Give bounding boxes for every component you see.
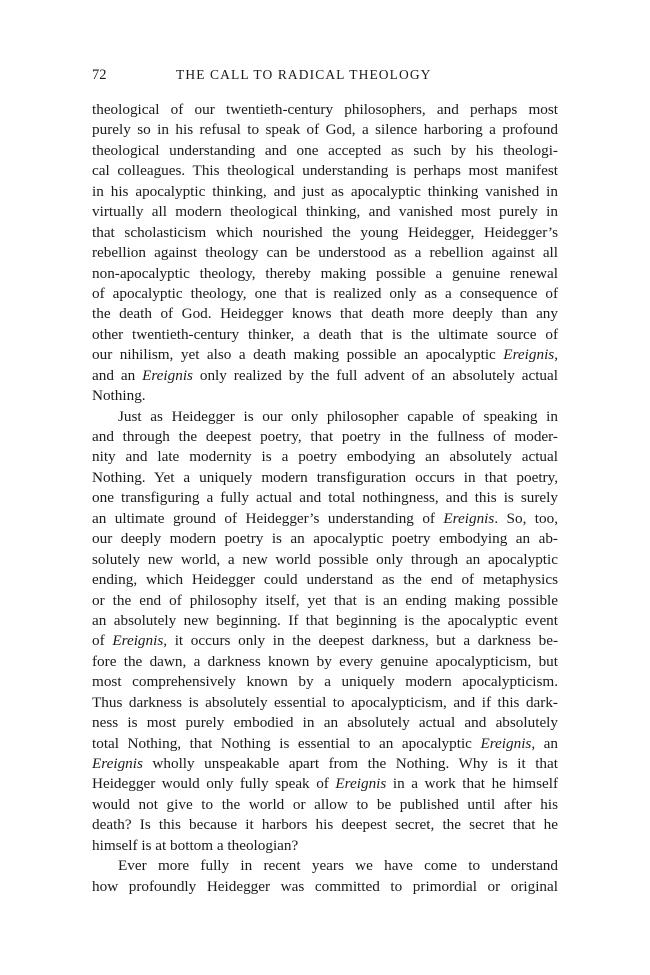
text-line: [92, 795, 558, 815]
text-segment: himself is at bottom a theologian?: [92, 836, 299, 854]
text-line: [92, 611, 558, 631]
text-line: [92, 427, 558, 447]
text-segment: in a work that he himself: [386, 775, 559, 793]
text-line: [92, 856, 558, 876]
text-segment: and through the deepest poetry, that poetry in the fullness of moder-: [92, 428, 558, 445]
italic-term: Ereignis: [92, 755, 143, 772]
text-line: [92, 836, 558, 856]
text-segment: non-apocalyptic theology, thereby making possible a genuine renewal: [92, 264, 558, 282]
text-line: [92, 693, 558, 713]
italic-term: Ereignis: [112, 632, 164, 650]
text-segment: that scholasticism which nourished the young Heidegger, Heidegger’s: [92, 223, 558, 241]
text-segment: of apocalyptic theology, one that is realized only as a consequence of: [92, 284, 558, 302]
text-line: [92, 488, 558, 508]
italic-term: Ereignis: [503, 346, 555, 364]
text-segment: ,: [554, 346, 558, 364]
text-line: [92, 447, 558, 467]
text-segment: cal colleagues. This theological understanding is perhaps most manifest: [92, 162, 558, 180]
text-line: [92, 774, 558, 794]
text-segment: only realized by the full advent of an absolutely actual: [192, 366, 558, 384]
text-segment: Ever more fully in recent years we have come to understand: [118, 857, 558, 875]
text-line: [92, 734, 558, 754]
text-line: [92, 243, 558, 263]
text-line: [92, 591, 558, 611]
text-line: [92, 366, 558, 386]
text-segment: total Nothing, that Nothing is essential to an apocalyptic: [92, 734, 481, 752]
text-line: [92, 877, 558, 897]
text-segment: of: [92, 632, 113, 650]
text-line: [92, 100, 558, 120]
text-segment: , an: [531, 734, 559, 752]
text-segment: and an: [92, 366, 143, 384]
text-segment: , it occurs only in the deepest darkness, but a darkness be-: [163, 632, 558, 650]
text-line: [92, 202, 558, 222]
text-segment: would not give to the world or allow to be published until after his: [92, 795, 558, 813]
text-segment: . So, too,: [494, 509, 559, 527]
text-line: [92, 264, 558, 284]
italic-term: Ereignis: [480, 734, 532, 752]
text-segment: theological understanding and one accepted as such by his theologi-: [92, 141, 558, 159]
body-text: [92, 100, 558, 897]
text-segment: Thus darkness is absolutely essential to apocalypticism, and if this dark-: [92, 693, 558, 711]
text-line: [92, 182, 558, 202]
text-line: [92, 570, 558, 590]
text-segment: our deeply modern poetry is an apocalyptic poetry embodying an ab-: [92, 530, 558, 548]
text-segment: Just as Heidegger is our only philosopher capable of speaking in: [118, 407, 558, 425]
text-line: [92, 141, 558, 161]
text-line: [92, 509, 558, 529]
text-line: [92, 223, 558, 243]
text-line: [92, 550, 558, 570]
italic-term: Ereignis: [142, 366, 193, 384]
text-segment: ending, which Heidegger could understand as the end of metaphysics: [92, 571, 558, 589]
text-segment: ness is most purely embodied in an absolutely actual and absolutely: [92, 714, 558, 732]
text-segment: most comprehensively known by a uniquely modern apocalypticism.: [92, 673, 558, 691]
text-line: [92, 631, 558, 651]
text-line: [92, 672, 558, 692]
running-head: [92, 64, 558, 86]
text-line: [92, 468, 558, 488]
text-line: [92, 304, 558, 324]
text-segment: in his apocalyptic thinking, and just as apocalyptic thinking vanished in: [92, 182, 558, 200]
text-segment: death? Is this because it harbors his deepest secret, the secret that he: [92, 816, 558, 834]
page-number: 72: [92, 67, 107, 83]
text-segment: wholly unspeakable apart from the Nothing. Why is it that: [142, 755, 558, 772]
italic-term: Ereignis: [335, 775, 387, 793]
text-segment: virtually all modern theological thinking, and vanished most purely in: [92, 203, 558, 221]
text-segment: rebellion against theology can be understood as a rebellion against all: [92, 244, 558, 262]
text-line: [92, 386, 558, 406]
text-segment: theological of our twentieth-century philosophers, and perhaps most: [92, 101, 558, 118]
text-line: [92, 713, 558, 733]
text-segment: Nothing. Yet a uniquely modern transfiguration occurs in that poetry,: [92, 468, 558, 486]
text-line: [92, 325, 558, 345]
text-segment: nity and late modernity is a poetry embodying an absolutely actual: [92, 448, 558, 466]
text-line: [92, 284, 558, 304]
text-segment: or the end of philosophy itself, yet that is an ending making possible: [92, 591, 558, 609]
running-title: THE CALL TO RADICAL THEOLOGY: [176, 67, 432, 82]
italic-term: Ereignis: [443, 509, 495, 527]
text-line: [92, 345, 558, 365]
text-segment: purely so in his refusal to speak of God, a silence harboring a profound: [92, 121, 558, 139]
text-segment: one transfiguring a fully actual and total nothingness, and this is surely: [92, 489, 558, 507]
text-segment: fore the dawn, a darkness known by every genuine apocalypticism, but: [92, 652, 558, 670]
text-line: [92, 407, 558, 427]
text-line: [92, 754, 558, 774]
text-line: [92, 161, 558, 181]
text-segment: how profoundly Heidegger was committed to primordial or original: [92, 877, 558, 895]
text-line: [92, 652, 558, 672]
text-line: [92, 529, 558, 549]
text-segment: an absolutely new beginning. If that beginning is the apocalyptic event: [92, 611, 558, 629]
text-segment: solutely new world, a new world possible only through an apocalyptic: [92, 550, 558, 568]
text-segment: other twentieth-century thinker, a death that is the ultimate source of: [92, 325, 558, 343]
text-segment: Nothing.: [92, 387, 146, 405]
text-segment: Heidegger would only fully speak of: [92, 775, 336, 793]
text-segment: an ultimate ground of Heidegger’s understanding of: [92, 509, 444, 527]
text-segment: our nihilism, yet also a death making possible an apocalyptic: [92, 346, 504, 364]
text-line: [92, 120, 558, 140]
text-line: [92, 815, 558, 835]
text-segment: the death of God. Heidegger knows that death more deeply than any: [92, 305, 558, 323]
